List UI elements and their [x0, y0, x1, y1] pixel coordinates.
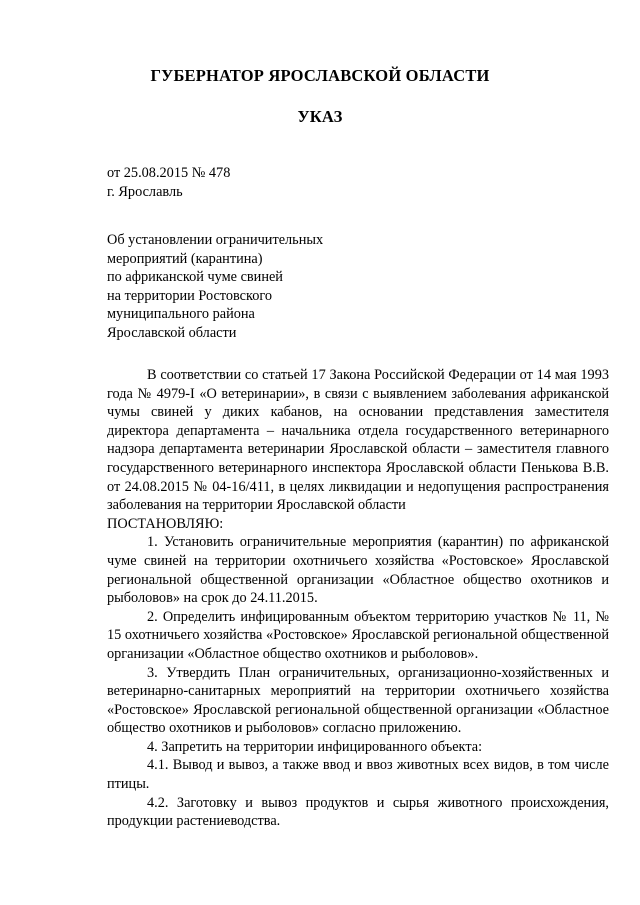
item-paragraph: 1. Установить ограничительные мероприятия (карантин) по африканской чуме свиней на территории охотничьего хозяйства «Ростовское» Ярославской региональной общественной организации «Областное общество охотников и рыболовов» на срок до 24.11.2015.	[107, 534, 609, 607]
item-paragraph: 4.1. Вывод и вывоз, а также ввод и ввоз животных всех видов, в том числе птицы.	[107, 757, 609, 793]
subject-line: по африканской чуме свиней	[107, 269, 283, 286]
document-meta	[107, 164, 230, 201]
document-type: УКАЗ	[297, 107, 343, 126]
date-number: от 25.08.2015 № 478	[107, 165, 231, 181]
item-paragraph: 4. Запретить на территории инфицированного объекта:	[147, 738, 483, 755]
preamble-paragraph: В соответствии со статьей 17 Закона Российской Федерации от 14 мая 1993 года № 4979-I «О ветеринарии», в связи с выявлением заболевания африканской чумы свиней у диких кабанов, на основании представления заместителя директора департамента – начальника отдела государственного ветеринарного надзора департамента ветеринарии Ярославской области – заместителя главного государственного ветеринарного инспектора Ярославской области Пенькова В.В. от 24.08.2015 № 04-16/411, в целях ликвидации и недопущения распространения заболевания на территории Ярославской области	[107, 367, 609, 514]
subject-line: мероприятий (карантина)	[107, 250, 263, 267]
subject-line: Об установлении ограничительных	[107, 232, 324, 248]
decree-word: ПОСТАНОВЛЯЮ:	[107, 515, 224, 532]
item-paragraph: 2. Определить инфицированным объектом территорию участков № 11, № 15 охотничьего хозяйства «Ростовское» Ярославской региональной общественной организации «Областное общество охотников и рыболовов».	[107, 608, 609, 662]
subject-line: на территории Ростовского	[107, 287, 273, 304]
subject-block	[107, 231, 323, 343]
document-body	[107, 366, 609, 831]
subject-line: Ярославской области	[107, 324, 237, 341]
item-paragraph: 4.2. Заготовку и вывоз продуктов и сырья животного происхождения, продукции растениеводства.	[107, 794, 609, 830]
subject-line: муниципального района	[107, 306, 255, 323]
item-paragraph: 3. Утвердить План ограничительных, организационно-хозяйственных и ветеринарно-санитарных мероприятий на территории охотничьего хозяйства «Ростовское» Ярославской региональной общественной организации «Областное общество охотников и рыболовов» согласно приложению.	[107, 664, 609, 737]
city: г. Ярославль	[107, 183, 183, 200]
issuing-authority: ГУБЕРНАТОР ЯРОСЛАВСКОЙ ОБЛАСТИ	[150, 66, 490, 85]
